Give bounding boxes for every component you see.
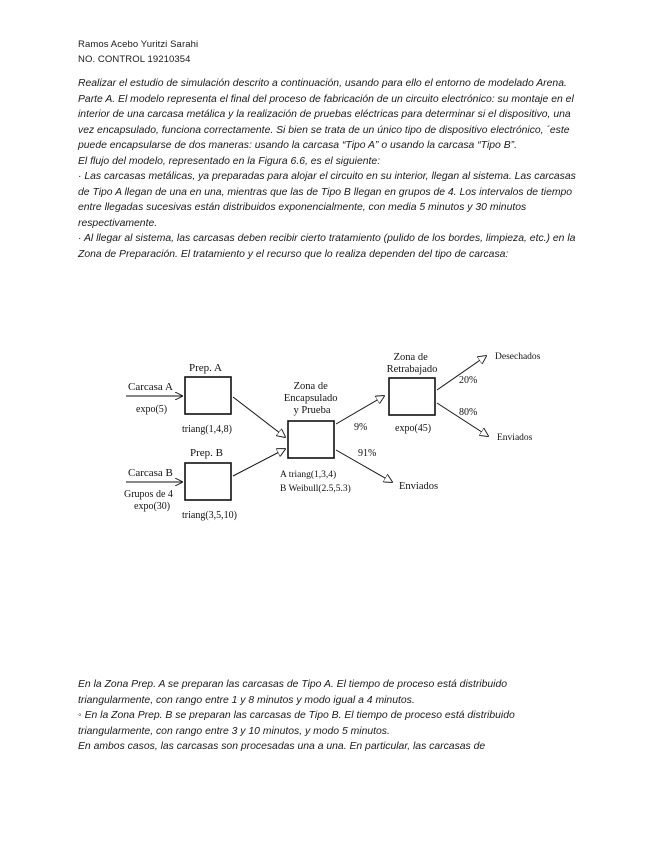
- desechados-label: Desechados: [495, 352, 541, 362]
- paragraph: · Al llegar al sistema, las carcasas deben recibir cierto tratamiento (pulido de los bordes, limpieza, etc.) en la Zona de Preparación. El tratamiento y el recurso que lo realiza dependen del tipo de carcasa:: [78, 233, 576, 260]
- paragraph: En ambos casos, las carcasas son procesadas una a una. En particular, las carcasas de: [78, 741, 486, 752]
- zona-retrabajado-label: [387, 352, 438, 375]
- bottom-text: [78, 677, 583, 755]
- dist-a-label: A triang(1,3,4): [280, 470, 337, 480]
- author-name: Ramos Acebo Yuritzi Sarahi: [78, 39, 199, 50]
- zona-encapsulado-label: [284, 381, 340, 416]
- pct-9-label: 9%: [354, 422, 368, 433]
- prep-b-label: Prep. B: [190, 447, 223, 459]
- prep-a-box: [185, 377, 231, 414]
- process-flow-diagram: [120, 345, 560, 530]
- zona-enc-line1: Zona de: [293, 381, 328, 392]
- paragraph: Realizar el estudio de simulación descrito a continuación, usando para ello el entorno de modelado Arena. Parte A. El modelo representa el final del proceso de fabricación de un circuito electrónico: su montaje en el interior de una carcasa metálica y la realización de pruebas eléctricas para determinar si el dispositivo, una vez encapsulado, funciona correctamente. Si bien se trata de un único tipo de dispositivo electrónico, ´este puede encapsularse de dos maneras: usando la carcasa “Tipo A” o usando la carcasa “Tipo B”.: [78, 78, 574, 151]
- triang-a-label: triang(1,4,8): [182, 424, 232, 435]
- dist-b-label: B Weibull(2.5,5.3): [280, 484, 351, 494]
- zona-ret-line1: Zona de: [393, 352, 428, 363]
- paragraph: ◦ En la Zona Prep. B se preparan las carcasas de Tipo B. El tiempo de proceso está distribuido triangularmente, con rango entre 3 y 10 minutos, y modo 5 minutos.: [78, 710, 515, 737]
- expo-ret-label: expo(45): [395, 423, 432, 434]
- retrabajado-box: [389, 378, 435, 415]
- carcasa-b-label: Carcasa B: [128, 467, 173, 479]
- control-number: NO. CONTROL 19210354: [78, 54, 191, 65]
- prep-a-label: Prep. A: [189, 362, 222, 374]
- prep-b-to-enc-arrow: [233, 449, 285, 476]
- carcasa-a-label: Carcasa A: [128, 381, 173, 393]
- enc-to-retrabajado-arrow: [336, 396, 384, 424]
- pct-80-label: 80%: [459, 407, 478, 418]
- intro-text: [78, 76, 583, 262]
- expo-b-label: expo(30): [134, 501, 171, 512]
- prep-a-to-enc-arrow: [233, 397, 285, 437]
- pct-20-label: 20%: [459, 375, 478, 386]
- expo-a-label: expo(5): [136, 404, 168, 415]
- prep-b-box: [185, 463, 231, 500]
- triang-b-label: triang(3,5,10): [182, 510, 237, 521]
- zona-ret-line2: Retrabajado: [386, 364, 438, 375]
- encapsulado-box: [288, 421, 334, 458]
- grupos-b-label: Grupos de 4: [124, 489, 173, 500]
- paragraph: El flujo del modelo, representado en la Figura 6.6, es el siguiente:: [78, 155, 381, 167]
- enviados-label-1: Enviados: [399, 481, 439, 492]
- paragraph: En la Zona Prep. A se preparan las carcasas de Tipo A. El tiempo de proceso está distribuido triangularmente, con rango entre 1 y 8 minutos y modo igual a 4 minutos.: [78, 679, 508, 706]
- pct-91-label: 91%: [358, 448, 377, 459]
- zona-enc-line3: y Prueba: [293, 405, 331, 416]
- paragraph: · Las carcasas metálicas, ya preparadas para alojar el circuito en su interior, llegan al sistema. Las carcasas de Tipo A llegan de una en una, mientras que las de Tipo B llegan en grupos de 4. Los intervalos de tiempo entre llegadas sucesivas están distribuidos exponencialmente, con media 5 minutos y 30 minutos respectivamente.: [78, 171, 576, 229]
- zona-enc-line2: Encapsulado: [283, 393, 338, 404]
- enviados-label-2: Enviados: [497, 433, 533, 443]
